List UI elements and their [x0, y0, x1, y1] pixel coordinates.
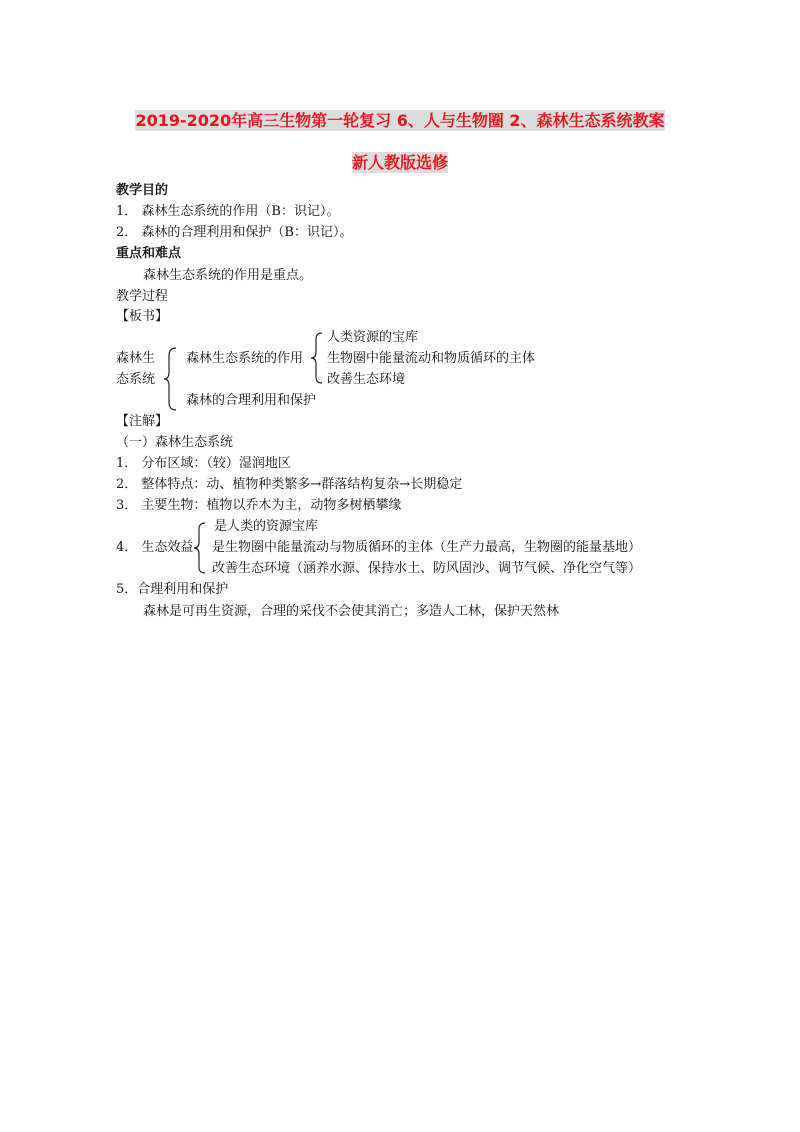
- board-label: 【板书】: [116, 309, 169, 324]
- note-item: 1． 分布区域：（较）湿润地区: [116, 456, 291, 471]
- note-item: 3． 主要生物：植物以乔木为主，动物多树栖攀缘: [116, 498, 402, 513]
- document-title-line2: 新人教版选修: [351, 153, 448, 172]
- effects-label: 4． 生态效益: [116, 540, 194, 555]
- note-item: 2． 整体特点：动、植物种类繁多→群落结构复杂→长期稳定: [116, 477, 463, 492]
- document-title-line1: 2019-2020年高三生物第一轮复习 6、人与生物圈 2、森林生态系统教案: [135, 111, 665, 130]
- notes-section-heading: （一）森林生态系统: [116, 435, 234, 450]
- board-branch1-child: 改善生态环境: [327, 372, 406, 387]
- board-root-line2: 态系统: [116, 372, 156, 387]
- objective-item: 2． 森林的合理利用和保护（B：识记）。: [116, 225, 353, 240]
- brace-main: [164, 348, 178, 410]
- effect-item: 是人类的资源宝库: [214, 519, 319, 534]
- board-branch1-child: 人类资源的宝库: [327, 330, 419, 345]
- note-item-5: 5．合理利用和保护: [116, 582, 229, 597]
- key-points-heading: 重点和难点: [116, 246, 182, 261]
- board-branch2: 森林的合理利用和保护: [186, 393, 317, 408]
- effect-item: 改善生态环境（涵养水源、保持水土、防风固沙、调节气候、净化空气等）: [212, 561, 642, 576]
- effect-item: 是生物圈中能量流动与物质循环的主体（生产力最高，生物圈的能量基地）: [212, 540, 642, 555]
- board-branch1-child: 生物圈中能量流动和物质循环的主体: [327, 351, 536, 366]
- brace-sub: [310, 333, 324, 383]
- notes-label: 【注解】: [116, 414, 169, 429]
- objectives-heading: 教学目的: [116, 183, 169, 198]
- process-heading: 教学过程: [116, 289, 169, 304]
- board-root-line1: 森林生: [116, 351, 156, 366]
- brace-effects: [193, 523, 207, 573]
- objective-item: 1． 森林生态系统的作用（B：识记）。: [116, 204, 340, 219]
- board-branch1: 森林生态系统的作用: [186, 351, 304, 366]
- note-item-5-text: 森林是可再生资源，合理的采伐不会使其消亡；多造人工林，保护天然林: [143, 604, 560, 619]
- key-points-text: 森林生态系统的作用是重点。: [143, 268, 313, 283]
